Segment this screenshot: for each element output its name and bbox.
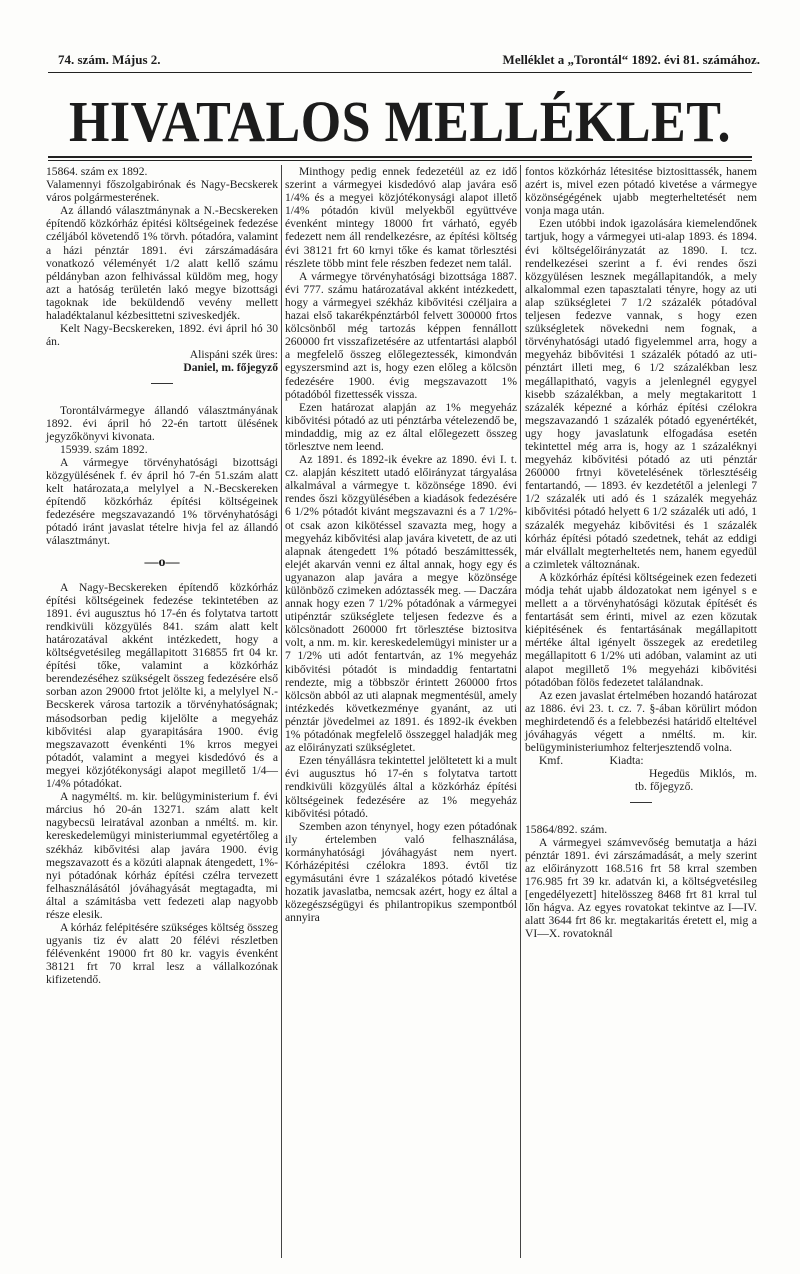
column-3 — [525, 165, 757, 940]
paragraph: Ezen határozat alapján az 1% megyeház kibővitési pótadó az uti pénztárba vételezendő be, mindaddig, mig az ez által előlegezett összeg törlesztve nem leend. — [285, 400, 517, 453]
header-rule — [48, 72, 752, 73]
page-title: HIVATALOS MELLÉKLET. — [68, 90, 732, 155]
signature-name: Daniel, m. főjegyző — [183, 361, 278, 375]
paragraph: Ezen utóbbi indok igazolására kiemelendőnek tartjuk, hogy a vármegyei uti-alap 1893. és 1894. évi költségelőirányzatát az 1890. I. tcz. rendelkezései szerint a f. évi rendes őszi közgyülésen lesznek megállapitandók, a mely alkalommal ezen tapasztalati tényre, hogy az uti alap szükségletei 7 1/2 százalék pótadóval teljesen fedezve vannak, s hogy ezen szükségletek növekedni nem fognak, a törvényhatósági utadó figyelemmel arra, hogy a megyeház bibővitési 1 százalék pótadó az uti-pénztárt illeti meg, 6 1/2 százalékban lesz megállapitható, vagyis a jelenlegnél egygyel kisebb százalékban, a mely megtakaritott 1 százalék képezné a kórház építési czélokra megszavazandó 1 százalék pótadó egyenértékét, ugy hogy javaslatunk elfogadása esetén tekintettel még arra is, hogy az 1 százaléknyi megyeház kibővitési pótadó az uti pénztár 260000 frtnyi követelésének törlesztéséig fentartandó, — 1893. év kezdetétől a jelenlegi 7 1/2 százalék uti adó és 1 százalék megyeház kibővitési pótadó helyett 6 1/2 százalék uti adó, 1 százalék megyeház kibővitési és 1 százalék kórház építési pótadó szedetnek, tehát az eddigi már elvállalt megterheltetés nem, hanem egyedül a czimletek változnának. — [525, 217, 757, 571]
paragraph: A kórház felépitésére szükséges költség összeg ugyanis tiz év alatt 20 félévi részletben félévenként 19000 frt 80 kr. vagyis évenként 38121 frt 70 krral lesz a vállalkozónak kifizetendő. — [46, 921, 278, 987]
issue-info: 74. szám. Május 2. — [58, 52, 161, 67]
paragraph: Minthogy pedig ennek fedezetéül az ez idő szerint a vármegyei kisdedóvó alap javára eső 1/4% és a megyei közjótékonysági alapot illető 1/4% pótadón kivül melyekből együttvéve évenként mintegy 18000 frt várható, egyéb fedezett nem áll rendelkezésre, az építési költség évi 38121 frt 60 krnyi tőke és kamat törlesztési részlete több mint fele részben fedezet nem talál. — [285, 165, 517, 270]
running-header — [58, 48, 760, 68]
addressee: Valamennyi főszolgabirónak és Nagy-Becskerek város polgármesterének. — [46, 178, 278, 205]
title-rule-thick — [48, 156, 752, 158]
supplement-info: Melléklet a „Torontál“ 1892. évi 81. számához. — [502, 52, 760, 67]
paragraph: A vármegyei számvevőség bemutatja a házi pénztár 1891. évi zárszámadását, a mely szerint az előirányzott 168.516 frt 58 krral szemben 176.985 frt 39 kr. adatván ki, a költségvetésileg [engedélyezett] hitelösszeg 8468 frt 81 krral tul lőn hágva. Az egyes rovatokat tekintve az I—IV. alatt 3644 frt 86 kr. megtakaritás éretett el, mig a VI—X. rovatoknál — [525, 835, 757, 941]
paragraph: A Nagy-Becskereken építendő közkórház építési költségeinek fedezése tekintetében az 1891. évi augusztus hó 17-én és folytatva tartott rendkivüli közgyülés 841. szám alatt kelt határozatával akként intézkedett, hogy a költségvetésileg megállapitott 316855 frt 04 kr. építési tőke, valamint a közkórház berendezéséhez szükségelt összeg fedezésére első sorban azon 29000 frtot jelölte ki, a melylyel N.-Becskerek városa tartozik a törvényhatóságnak; másodsorban pedig kijelölte a megyeház kibővitési alap gyarapitására 1900. évig megszavazott évenkénti 1% krros megyei pótadót, valamint a megyei kisdedóvó és a megyei közjótékonysági alapot megillető 1/4—1/4% pótadókat. — [46, 580, 278, 791]
paragraph: Ezen tényállásra tekintettel jelöltetett ki a mult évi augusztus hó 17-én s folytatva tartott rendkivüli közgyülés által a közkórház építési költségeinek fedezésére az 1% megyeház kibővitési pótadó. — [285, 754, 517, 820]
reference-number: 15864. szám ex 1892. — [46, 165, 148, 178]
paragraph: fontos közkórház létesitése biztosittassék, hanem azért is, mivel ezen pótadó kivetése a vármegye közönségégének ujabb megterheltetését nem vonja maga után. — [525, 165, 757, 218]
paragraph: A vármegye törvényhatósági bizottsági közgyülésének f. év ápril hó 7-én 51.szám alatt kelt határozata,a melylyel a N.-Becskereken építendő közkórház építési költségeinek fedezésére megszavazandó 1% törvényhatósági pótadó iránt javaslat tételre hivja fel az állandó választmányt. — [46, 455, 278, 548]
section-divider — [630, 802, 652, 803]
signature-line: Kmf. Kiadta: — [539, 754, 644, 768]
paragraph: Az állandó választmánynak a N.-Becskereken építendő közkórház épitési költségeinek fedezése czéljából követendő 1% törvh. pótadóra, valamint a házi pénztár 1891. évi zárszámadására vonatkozó véleményét 1/2 alatt kellő számu példányban azon felhivással küldöm meg, hogy azt a hatóság területén lakó megye bizottsági tagoknak ide beküldendő vevény mellett haladéktalanul kézbesittetni sziveskedjék. — [46, 204, 278, 323]
title-rule-thin — [48, 160, 752, 161]
reference-number: 15939. szám 1892. — [60, 442, 148, 456]
minutes-heading: Torontálvármegye állandó választmányának 1892. évi ápril hó 22-én tartott ülésének jegyzőkönyvi kivonata. — [46, 403, 278, 443]
section-divider — [151, 383, 173, 384]
paragraph: Az ezen javaslat értelmében hozandó határozat az 1886. évi 23. t. cz. 7. §-ában körülirt módon meghirdetendő és a felebbezési határidő elteltével jóváhagyás végett a nméltś. m. kir. belügyministeriumhoz felterjesztendő volna. — [525, 688, 757, 755]
reference-number: 15864/892. szám. — [525, 822, 608, 836]
column-divider — [520, 165, 521, 1258]
signature-line: Alispáni szék üres: — [189, 348, 278, 362]
column-2 — [285, 165, 517, 924]
ornament-divider: —o— — [144, 554, 180, 570]
paragraph: Az 1891. és 1892-ik évekre az 1890. évi I. t. cz. alapján készitett utadó előirányzat tárgyalása alkalmával a vármegye t. közönsége 1890. évi rendes őszi közgyülésében a kiadások fedezésére 6 1/2% pótadót kivánt megszavazni és a 7 1/2%-ot csak azon kikötéssel szavazta meg, hogy a megyeház kibővitési alap javára kivetett, de az uti alapnak átengedett 1% pótadó beszámittessék, elejét akarván venni ez által annak, hogy egy és ugyanazon alap javára a megye közönsége különböző czimeken adóztassék meg. — Daczára annak hogy ezen 7 1/2% pótadónak a vármegyei utipénztár szükséglete teljesen fedezve és a kölcsönadott 260000 frt törlesztése biztositva volt, a nm. m. kir. kereskedelemügyi minister ur a 7 1/2% uti adót fentartván, az 1% megyeház kibővitési pótadót is mindaddig fentartatni rendezte, mig a többször érintett 260000 frtos kölcsön abból az uti alapnak megmentésül, amely intézkedés következménye gyanánt, az uti pénztár jövedelmei az 1891. és 1892-ik években 1% pótadónak megfelelő összeggel haladják meg az előirányzati szükségletet. — [285, 453, 517, 755]
column-1 — [46, 165, 278, 987]
paragraph: A vármegye törvényhatósági bizottsága 1887. évi 777. számu határozatával akként intézkedett, hogy a vármegyei székház kibővitési czéljaira a hazai első takarékpénztárból felvett 300000 frtos kölcsönből még tartozás képpen fennállott 260000 frt visszafizetésére az utfentartási alapból a megfelelő összeg előlegeztessék, kimondván egyszersmind azt is, hogy ezen előleg a kölcsön fedezésére 1900. évig megszavazott 1% pótadóból fizettessék vissza. — [285, 269, 517, 401]
date-line: Kelt Nagy-Becskereken, 1892. évi ápril hó 30 án. — [46, 322, 278, 349]
paragraph: Szemben azon ténynyel, hogy ezen pótadónak ily értelemben való felhasználása, kormányhatósági jóváhagyást nem nyert. Kórházépitési czélokra 1893. évtől tiz egymásutáni évre 1 százalékos pótadó kivetése hozatik javaslatba, nemcsak azért, hogy ez által a közegészségügyi és philantropikus szempontból annyira — [285, 819, 517, 925]
paragraph: A nagyméltś. m. kir. belügyministerium f. évi március hó 20-án 13271. szám alatt kelt nagybecsü leiratával azonban a nméltś. m. kir. kereskedelemügyi ministeriummal egyetértőleg a székház kibővitési alap javára 1900. évig megszavazott és a közúti alapnak átengedett, 1%-nyi pótadónak kórház építési czélra tervezett felhasználásától jóváhagyását megtagadta, mi által a számitásba vett fedezeti alap nagyobb része elesik. — [46, 790, 278, 921]
paragraph: A közkórház építési költségeinek ezen fedezeti módja tehát ujabb áldozatokat nem igényel s e mellett a a törvényhatósági közutak építését és fentartását sem érinti, mivel az ezen közutak kiépitésének és fentartásának megállapitott mértéke által igényelt összegek az eredetileg megállapitott 6 1/2% uti adóban, valamint az uti alapot megillető 1% megyeházi kibővitési pótadóban fölös fedezetet találandnak. — [525, 570, 757, 689]
column-divider — [281, 165, 282, 1258]
signature-name: Hegedüs Miklós, m. tb. főjegyző. — [635, 767, 757, 794]
